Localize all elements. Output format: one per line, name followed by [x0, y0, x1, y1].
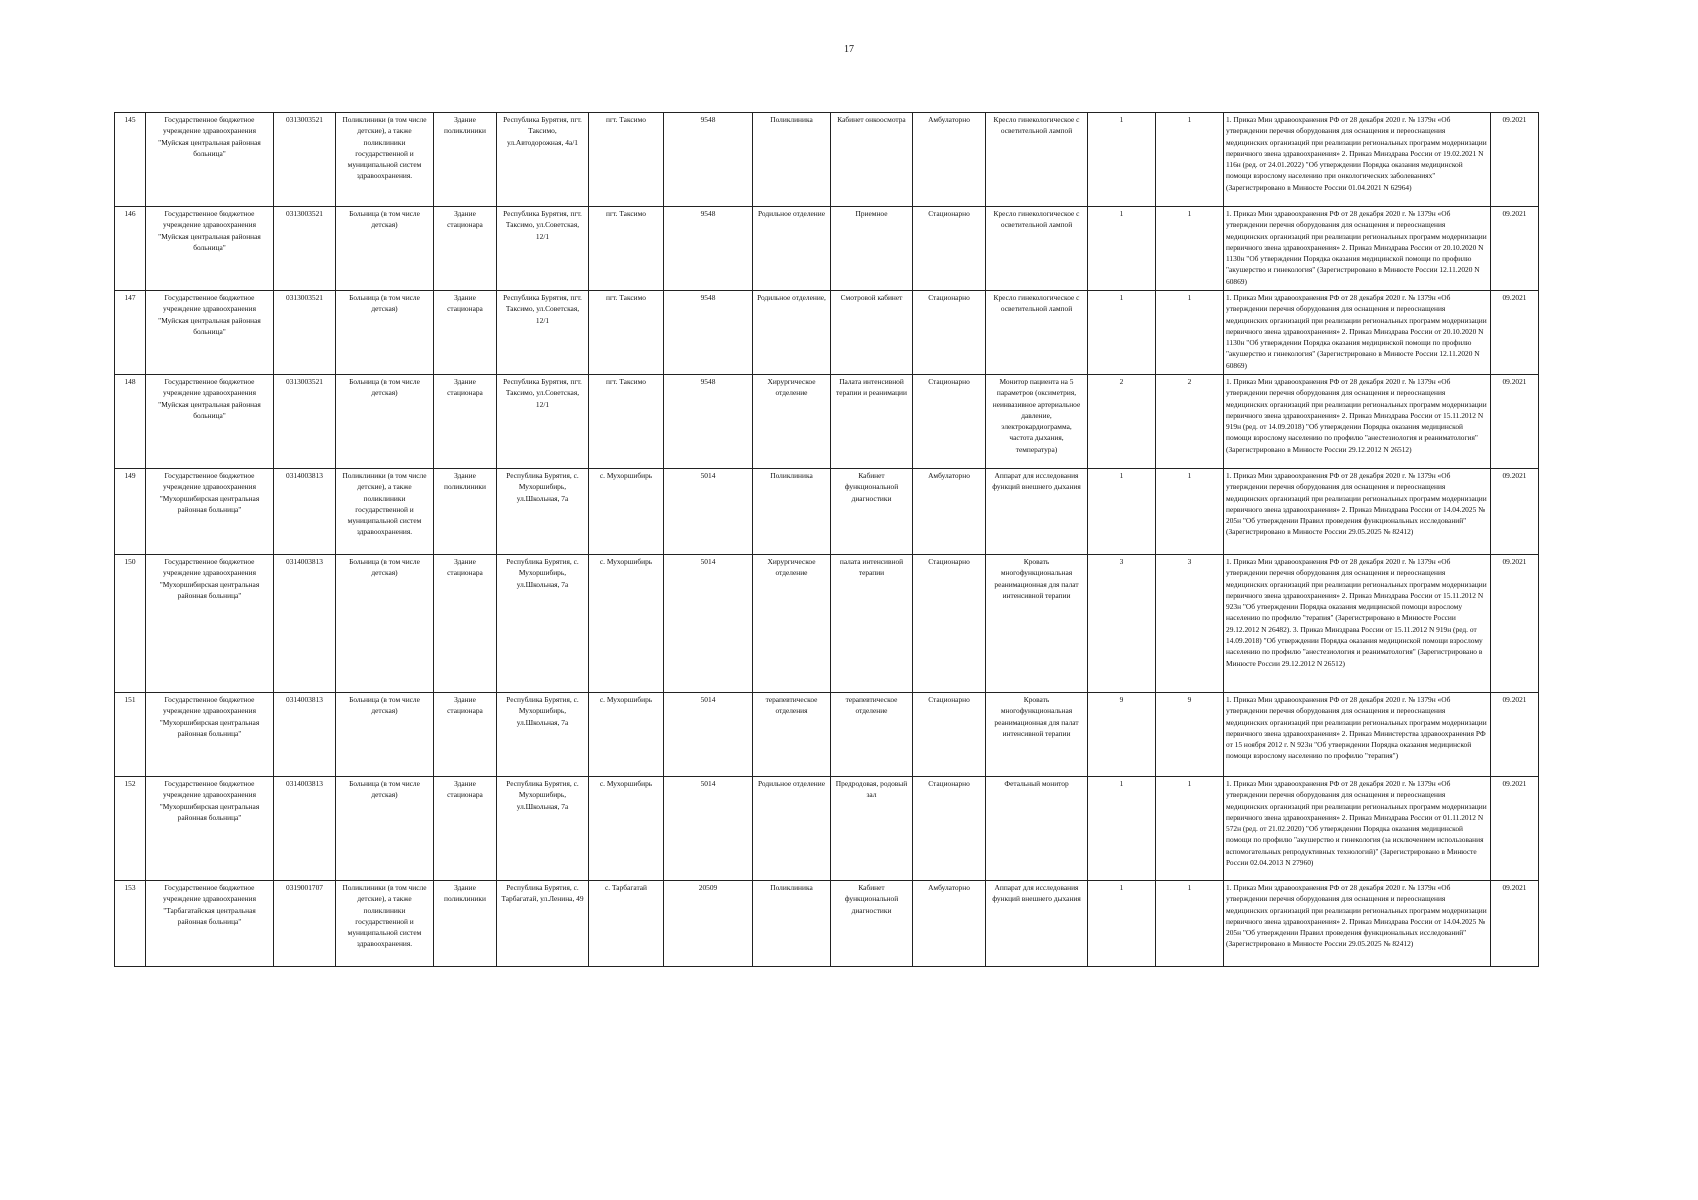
- population-cell: 9548: [664, 113, 753, 207]
- population-cell: 5014: [664, 469, 753, 555]
- building-cell: Здание стационара: [434, 777, 497, 881]
- address-cell: Республика Бурятия, с. Тарбагатай, ул.Ленина, 49: [497, 881, 589, 967]
- quantity-planned-cell: 3: [1088, 555, 1156, 693]
- equipment-cell: Кресло гинекологическое с осветительной лампой: [986, 113, 1088, 207]
- department-cell: Родильное отделение,: [753, 291, 831, 375]
- org-code-cell: 0313003521: [274, 375, 336, 469]
- room-cell: палата интенсивной терапии: [831, 555, 913, 693]
- department-cell: терапевтическое отделения: [753, 693, 831, 777]
- locality-cell: с. Мухоршибирь: [589, 555, 664, 693]
- row-number-cell: 148: [115, 375, 146, 469]
- quantity-planned-cell: 1: [1088, 469, 1156, 555]
- care-mode-cell: Амбулаторно: [913, 469, 986, 555]
- quantity-total-cell: 1: [1156, 207, 1224, 291]
- legal-basis-cell: 1. Приказ Мин здравоохранения РФ от 28 декабря 2020 г. № 1379н «Об утверждении перечня оборудования для оснащения и переоснащения медицинских организаций при реализации региональных программ модернизации первичного звена здравоохранения» 2. Приказ Минздрава России от 15.11.2012 N 919н (ред. от 14.09.2018) "Об утверждении Порядка оказания медицинской помощи взрослому населению по профилю "анестезиология и реаниматология" (Зарегистрировано в Минюсте России 29.12.2012 N 26512): [1224, 375, 1491, 469]
- department-cell: Родильное отделение: [753, 777, 831, 881]
- population-cell: 5014: [664, 555, 753, 693]
- department-cell: Поликлиника: [753, 113, 831, 207]
- row-number-cell: 145: [115, 113, 146, 207]
- address-cell: Республика Бурятия, с. Мухоршибирь, ул.Школьная, 7а: [497, 555, 589, 693]
- organization-cell: Государственное бюджетное учреждение здравоохранения "Муйская центральная районная больница": [146, 113, 274, 207]
- row-number-cell: 153: [115, 881, 146, 967]
- department-cell: Поликлиника: [753, 881, 831, 967]
- quantity-total-cell: 1: [1156, 291, 1224, 375]
- organization-cell: Государственное бюджетное учреждение здравоохранения "Муйская центральная районная больница": [146, 207, 274, 291]
- date-cell: 09.2021: [1491, 555, 1539, 693]
- date-cell: 09.2021: [1491, 207, 1539, 291]
- date-cell: 09.2021: [1491, 113, 1539, 207]
- department-cell: Хирургическое отделение: [753, 375, 831, 469]
- legal-basis-cell: 1. Приказ Мин здравоохранения РФ от 28 декабря 2020 г. № 1379н «Об утверждении перечня оборудования для оснащения и переоснащения медицинских организаций при реализации региональных программ модернизации первичного звена здравоохранения» 2. Приказ Минздрава России от 20.10.2020 N 1130н "Об утверждении Порядка оказания медицинской помощи по профилю "акушерство и гинекология" (Зарегистрировано в Минюсте России 12.11.2020 N 60869): [1224, 291, 1491, 375]
- org-code-cell: 0313003521: [274, 207, 336, 291]
- row-number-cell: 149: [115, 469, 146, 555]
- legal-basis-cell: 1. Приказ Мин здравоохранения РФ от 28 декабря 2020 г. № 1379н «Об утверждении перечня оборудования для оснащения и переоснащения медицинских организаций при реализации региональных программ модернизации первичного звена здравоохранения» 2. Приказ Минздрава России от 14.04.2025 № 205н "Об утверждении Правил проведения функциональных исследований" (Зарегистрировано в Минюсте России 29.05.2025 № 82412): [1224, 881, 1491, 967]
- legal-basis-cell: 1. Приказ Мин здравоохранения РФ от 28 декабря 2020 г. № 1379н «Об утверждении перечня оборудования для оснащения и переоснащения медицинских организаций при реализации региональных программ модернизации первичного звена здравоохранения» 2. Приказ Минздрава России от 20.10.2020 N 1130н "Об утверждении Порядка оказания медицинской помощи по профилю "акушерство и гинекология" (Зарегистрировано в Минюсте России 12.11.2020 N 60869): [1224, 207, 1491, 291]
- quantity-planned-cell: 1: [1088, 207, 1156, 291]
- locality-cell: с. Мухоршибирь: [589, 693, 664, 777]
- organization-cell: Государственное бюджетное учреждение здравоохранения "Муйская центральная районная больница": [146, 291, 274, 375]
- care-mode-cell: Стационарно: [913, 207, 986, 291]
- date-cell: 09.2021: [1491, 777, 1539, 881]
- population-cell: 5014: [664, 693, 753, 777]
- room-cell: Кабинет функциональной диагностики: [831, 469, 913, 555]
- care-mode-cell: Амбулаторно: [913, 113, 986, 207]
- org-code-cell: 0314003813: [274, 555, 336, 693]
- equipment-cell: Кровать многофункциональная реанимационная для палат интенсивной терапии: [986, 693, 1088, 777]
- address-cell: Республика Бурятия, с. Мухоршибирь, ул.Школьная, 7а: [497, 693, 589, 777]
- room-cell: Предродовая, родовый зал: [831, 777, 913, 881]
- org-code-cell: 0319001707: [274, 881, 336, 967]
- department-cell: Хирургическое отделение: [753, 555, 831, 693]
- building-cell: Здание стационара: [434, 291, 497, 375]
- equipment-cell: Монитор пациента на 5 параметров (оксиметрия, неинвазивное артериальное давление, электрокардиограмма, частота дыхания, температура): [986, 375, 1088, 469]
- equipment-table: [114, 112, 1539, 967]
- equipment-cell: Кровать многофункциональная реанимационная для палат интенсивной терапии: [986, 555, 1088, 693]
- row-number-cell: 147: [115, 291, 146, 375]
- facility-type-cell: Поликлиники (в том числе детские), а также поликлиники государственной и муниципальной систем здравоохранения.: [336, 469, 434, 555]
- quantity-planned-cell: 1: [1088, 113, 1156, 207]
- table-row: [115, 555, 1539, 693]
- quantity-total-cell: 9: [1156, 693, 1224, 777]
- care-mode-cell: Стационарно: [913, 777, 986, 881]
- table-row: [115, 469, 1539, 555]
- table-row: [115, 777, 1539, 881]
- table-row: [115, 207, 1539, 291]
- facility-type-cell: Больница (в том числе детская): [336, 207, 434, 291]
- facility-type-cell: Больница (в том числе детская): [336, 777, 434, 881]
- quantity-total-cell: 1: [1156, 777, 1224, 881]
- care-mode-cell: Стационарно: [913, 375, 986, 469]
- org-code-cell: 0314003813: [274, 469, 336, 555]
- building-cell: Здание стационара: [434, 207, 497, 291]
- table-body: [115, 113, 1539, 967]
- population-cell: 9548: [664, 375, 753, 469]
- building-cell: Здание поликлиники: [434, 469, 497, 555]
- table-row: [115, 375, 1539, 469]
- quantity-total-cell: 1: [1156, 469, 1224, 555]
- organization-cell: Государственное бюджетное учреждение здравоохранения "Мухоршибирская центральная районная больница": [146, 555, 274, 693]
- room-cell: Приемное: [831, 207, 913, 291]
- locality-cell: пгт. Таксимо: [589, 375, 664, 469]
- equipment-cell: Кресло гинекологическое с осветительной лампой: [986, 291, 1088, 375]
- population-cell: 9548: [664, 207, 753, 291]
- department-cell: Родильное отделение: [753, 207, 831, 291]
- locality-cell: с. Мухоршибирь: [589, 777, 664, 881]
- building-cell: Здание стационара: [434, 555, 497, 693]
- equipment-cell: Кресло гинекологическое с осветительной лампой: [986, 207, 1088, 291]
- row-number-cell: 150: [115, 555, 146, 693]
- date-cell: 09.2021: [1491, 469, 1539, 555]
- quantity-total-cell: 2: [1156, 375, 1224, 469]
- building-cell: Здание стационара: [434, 375, 497, 469]
- population-cell: 20509: [664, 881, 753, 967]
- building-cell: Здание стационара: [434, 693, 497, 777]
- organization-cell: Государственное бюджетное учреждение здравоохранения "Мухоршибирская центральная районная больница": [146, 469, 274, 555]
- row-number-cell: 152: [115, 777, 146, 881]
- room-cell: терапевтическое отделение: [831, 693, 913, 777]
- population-cell: 5014: [664, 777, 753, 881]
- locality-cell: с. Тарбагатай: [589, 881, 664, 967]
- department-cell: Поликлиника: [753, 469, 831, 555]
- care-mode-cell: Стационарно: [913, 693, 986, 777]
- room-cell: Палата интенсивной терапии и реанимации: [831, 375, 913, 469]
- quantity-total-cell: 1: [1156, 113, 1224, 207]
- facility-type-cell: Поликлиники (в том числе детские), а также поликлиники государственной и муниципальной систем здравоохранения.: [336, 881, 434, 967]
- org-code-cell: 0314003813: [274, 693, 336, 777]
- address-cell: Республика Бурятия, пгт. Таксимо, ул.Автодорожная, 4а/1: [497, 113, 589, 207]
- quantity-planned-cell: 2: [1088, 375, 1156, 469]
- row-number-cell: 146: [115, 207, 146, 291]
- room-cell: Кабинет функциональной диагностики: [831, 881, 913, 967]
- org-code-cell: 0313003521: [274, 113, 336, 207]
- quantity-total-cell: 3: [1156, 555, 1224, 693]
- legal-basis-cell: 1. Приказ Мин здравоохранения РФ от 28 декабря 2020 г. № 1379н «Об утверждении перечня оборудования для оснащения и переоснащения медицинских организаций при реализации региональных программ модернизации первичного звена здравоохранения» 2. Приказ Министерства здравоохранения РФ от 15 ноября 2012 г. N 923н "Об утверждении Порядка оказания медицинской помощи взрослому населению по профилю "терапия"): [1224, 693, 1491, 777]
- locality-cell: пгт. Таксимо: [589, 207, 664, 291]
- organization-cell: Государственное бюджетное учреждение здравоохранения "Тарбагатайская центральная районная больница": [146, 881, 274, 967]
- date-cell: 09.2021: [1491, 881, 1539, 967]
- organization-cell: Государственное бюджетное учреждение здравоохранения "Муйская центральная районная больница": [146, 375, 274, 469]
- organization-cell: Государственное бюджетное учреждение здравоохранения "Мухоршибирская центральная районная больница": [146, 693, 274, 777]
- organization-cell: Государственное бюджетное учреждение здравоохранения "Мухоршибирская центральная районная больница": [146, 777, 274, 881]
- building-cell: Здание поликлиники: [434, 113, 497, 207]
- quantity-total-cell: 1: [1156, 881, 1224, 967]
- locality-cell: пгт. Таксимо: [589, 113, 664, 207]
- facility-type-cell: Больница (в том числе детская): [336, 693, 434, 777]
- facility-type-cell: Больница (в том числе детская): [336, 375, 434, 469]
- care-mode-cell: Стационарно: [913, 555, 986, 693]
- address-cell: Республика Бурятия, пгт. Таксимо, ул.Советская, 12/1: [497, 207, 589, 291]
- care-mode-cell: Амбулаторно: [913, 881, 986, 967]
- address-cell: Республика Бурятия, пгт. Таксимо, ул.Советская, 12/1: [497, 375, 589, 469]
- table-row: [115, 881, 1539, 967]
- population-cell: 9548: [664, 291, 753, 375]
- equipment-cell: Фетальный монитор: [986, 777, 1088, 881]
- table-row: [115, 291, 1539, 375]
- legal-basis-cell: 1. Приказ Мин здравоохранения РФ от 28 декабря 2020 г. № 1379н «Об утверждении перечня оборудования для оснащения и переоснащения медицинских организаций при реализации региональных программ модернизации первичного звена здравоохранения» 2. Приказ Минздрава России от 19.02.2021 N 116н (ред. от 24.01.2022) "Об утверждении Порядка оказания медицинской помощи взрослому населению при онкологических заболеваниях" (Зарегистрировано в Минюсте России 01.04.2021 N 62964): [1224, 113, 1491, 207]
- date-cell: 09.2021: [1491, 375, 1539, 469]
- equipment-cell: Аппарат для исследования функций внешнего дыхания: [986, 469, 1088, 555]
- locality-cell: пгт. Таксимо: [589, 291, 664, 375]
- org-code-cell: 0313003521: [274, 291, 336, 375]
- quantity-planned-cell: 1: [1088, 291, 1156, 375]
- legal-basis-cell: 1. Приказ Мин здравоохранения РФ от 28 декабря 2020 г. № 1379н «Об утверждении перечня оборудования для оснащения и переоснащения медицинских организаций при реализации региональных программ модернизации первичного звена здравоохранения» 2. Приказ Минздрава России от 15.11.2012 N 923н "Об утверждении Порядка оказания медицинской помощи взрослому населению по профилю "терапия" (Зарегистрировано в Минюсте России 29.12.2012 N 26482). 3. Приказ Минздрава России от 15.11.2012 N 919н (ред. от 14.09.2018) "Об утверждении Порядка оказания медицинской помощи взрослому населению по профилю "анестезиология и реаниматология" (Зарегистрировано в Минюсте России 29.12.2012 N 26512): [1224, 555, 1491, 693]
- address-cell: Республика Бурятия, с. Мухоршибирь, ул.Школьная, 7а: [497, 469, 589, 555]
- room-cell: Смотровой кабинет: [831, 291, 913, 375]
- address-cell: Республика Бурятия, пгт. Таксимо, ул.Советская, 12/1: [497, 291, 589, 375]
- quantity-planned-cell: 9: [1088, 693, 1156, 777]
- facility-type-cell: Поликлиники (в том числе детские), а также поликлиники государственной и муниципальной систем здравоохранения.: [336, 113, 434, 207]
- facility-type-cell: Больница (в том числе детская): [336, 291, 434, 375]
- page-number: 17: [844, 44, 854, 55]
- date-cell: 09.2021: [1491, 693, 1539, 777]
- table-row: [115, 113, 1539, 207]
- org-code-cell: 0314003813: [274, 777, 336, 881]
- facility-type-cell: Больница (в том числе детская): [336, 555, 434, 693]
- equipment-cell: Аппарат для исследования функций внешнего дыхания: [986, 881, 1088, 967]
- table-row: [115, 693, 1539, 777]
- locality-cell: с. Мухоршибирь: [589, 469, 664, 555]
- row-number-cell: 151: [115, 693, 146, 777]
- address-cell: Республика Бурятия, с. Мухоршибирь, ул.Школьная, 7а: [497, 777, 589, 881]
- building-cell: Здание поликлиники: [434, 881, 497, 967]
- room-cell: Кабинет онкоосмотра: [831, 113, 913, 207]
- quantity-planned-cell: 1: [1088, 881, 1156, 967]
- legal-basis-cell: 1. Приказ Мин здравоохранения РФ от 28 декабря 2020 г. № 1379н «Об утверждении перечня оборудования для оснащения и переоснащения медицинских организаций при реализации региональных программ модернизации первичного звена здравоохранения» 2. Приказ Минздрава России от 01.11.2012 N 572н (ред. от 21.02.2020) "Об утверждении Порядка оказания медицинской помощи по профилю "акушерство и гинекология (за исключением использования вспомогательных репродуктивных технологий)" (Зарегистрировано в Минюсте России 02.04.2013 N 27960): [1224, 777, 1491, 881]
- quantity-planned-cell: 1: [1088, 777, 1156, 881]
- date-cell: 09.2021: [1491, 291, 1539, 375]
- care-mode-cell: Стационарно: [913, 291, 986, 375]
- legal-basis-cell: 1. Приказ Мин здравоохранения РФ от 28 декабря 2020 г. № 1379н «Об утверждении перечня оборудования для оснащения и переоснащения медицинских организаций при реализации региональных программ модернизации первичного звена здравоохранения» 2. Приказ Минздрава России от 14.04.2025 № 205н "Об утверждении Правил проведения функциональных исследований" (Зарегистрировано в Минюсте России 29.05.2025 № 82412): [1224, 469, 1491, 555]
